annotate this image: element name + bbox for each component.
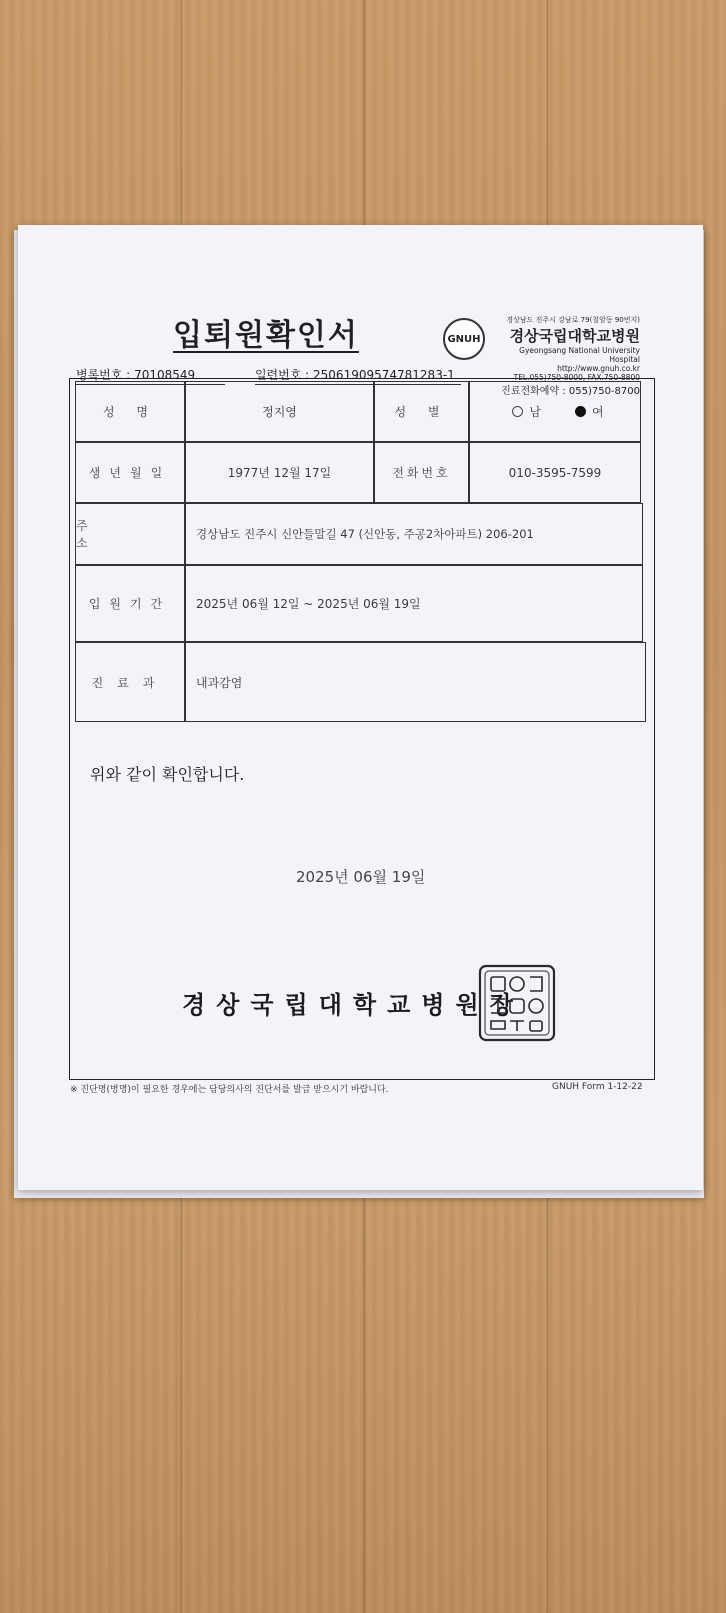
gender-male-radio-icon xyxy=(512,406,523,417)
official-seal xyxy=(477,963,557,1043)
hospital-reservation: 진료전화예약 : 055)750-8700 xyxy=(501,386,640,397)
name-label: 성 명 xyxy=(75,381,185,442)
gender-male-label: 남 xyxy=(529,405,541,419)
phone-value: 010-3595-7599 xyxy=(469,442,641,503)
phone-label: 전화번호 xyxy=(374,442,469,503)
address-value: 경상남도 진주시 신안들말길 47 (신안동, 주공2차아파트) 206-201 xyxy=(185,503,643,565)
gender-label: 성 별 xyxy=(374,381,469,442)
confirm-statement: 위와 같이 확인합니다. xyxy=(90,765,245,784)
birth-label: 생년월일 xyxy=(75,442,185,503)
form-number: GNUH Form 1-12-22 xyxy=(552,1082,643,1092)
hospital-website: http://www.gnuh.co.kr xyxy=(557,364,640,373)
serial-no-label: 일련번호 : xyxy=(254,368,310,382)
hospital-name: 경상국립대학교병원 xyxy=(509,327,640,345)
gender-female-radio-icon xyxy=(575,406,586,417)
dept-label: 진료과 xyxy=(75,642,185,722)
hospital-name-en: Gyeongsang National University Hospital xyxy=(519,346,640,364)
hospital-logo: GNUH xyxy=(443,318,485,360)
dept-value: 내과감염 xyxy=(185,642,646,722)
record-no-label: 병록번호 : xyxy=(76,368,131,382)
address-label: 주 소 xyxy=(75,503,185,565)
document-title: 입퇴원확인서 xyxy=(173,318,359,353)
record-no-value: 70108549 xyxy=(134,368,196,382)
hospital-address: 경상남도 진주시 강남로 79(칠암동 90번지) xyxy=(506,316,640,324)
serial-no-value: 25061909574781283-1 xyxy=(313,368,455,382)
period-value: 2025년 06월 12일 ~ 2025년 06월 19일 xyxy=(185,565,643,642)
director-title: 경상국립대학교병원장 xyxy=(182,991,524,1019)
issue-date: 2025년 06월 19일 xyxy=(296,868,426,886)
gender-female-label: 여 xyxy=(592,405,604,419)
hospital-tel-fax: TEL.055)750-8000, FAX.750-8800 xyxy=(513,373,640,382)
name-value: 정지영 xyxy=(185,381,374,442)
birth-value: 1977년 12월 17일 xyxy=(185,442,374,503)
gender-value xyxy=(469,381,641,442)
period-label: 입원기간 xyxy=(75,565,185,642)
footnote: ※ 진단명(병명)이 필요한 경우에는 담당의사의 진단서를 발급 받으시기 바랍니다. xyxy=(70,1085,389,1095)
